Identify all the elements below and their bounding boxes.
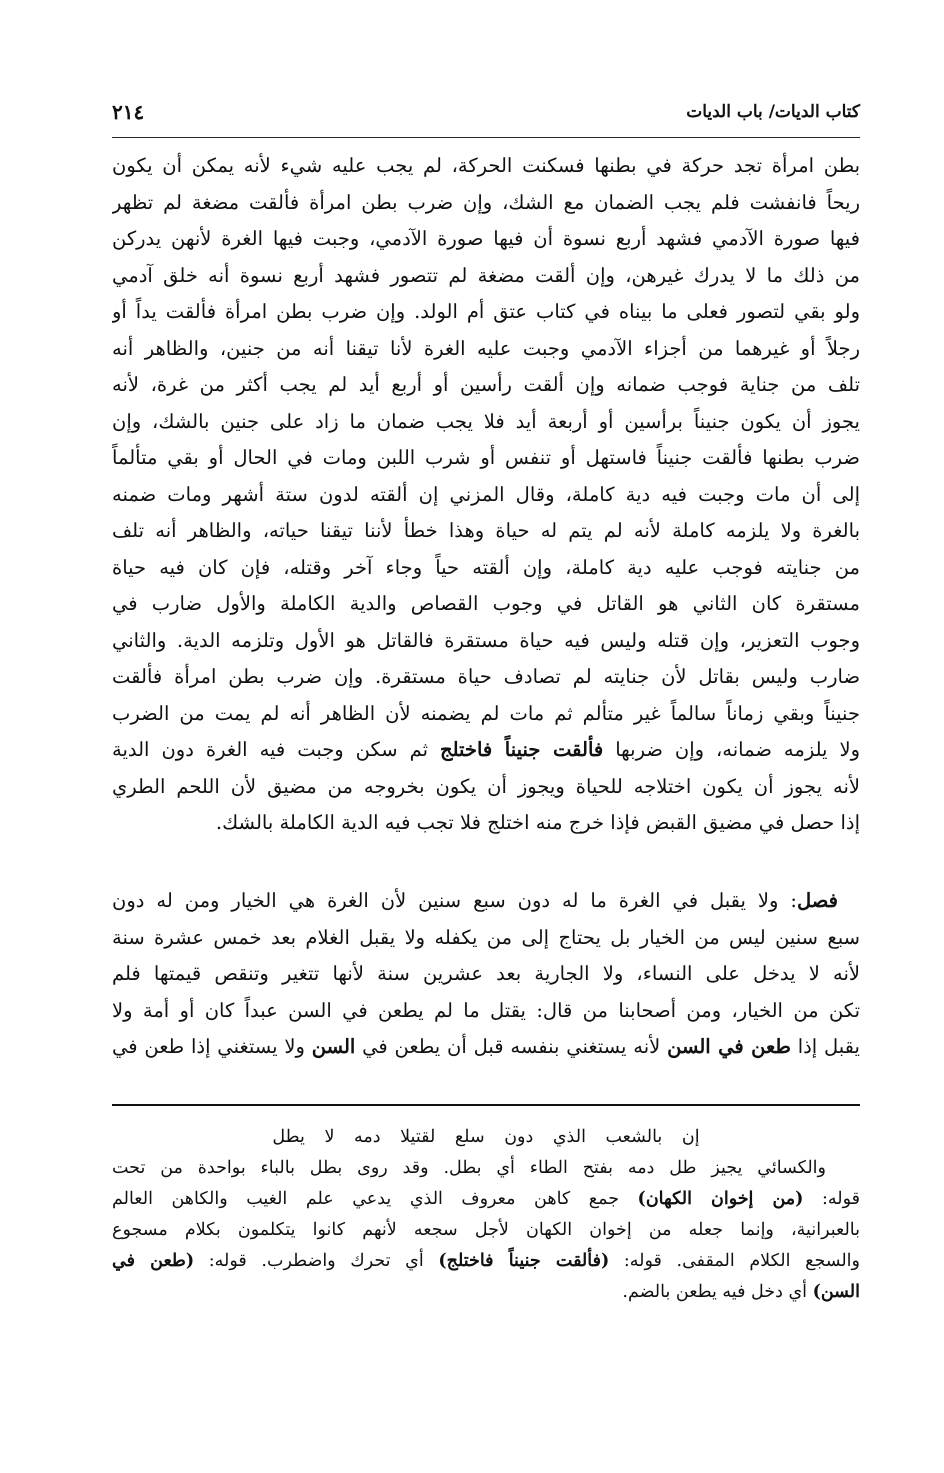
text-line [112, 586, 860, 623]
text-run: ثم سكن وجبت فيه الغرة دون الدية [112, 738, 440, 761]
text-line [112, 623, 860, 660]
text-line [112, 367, 860, 404]
bold-text: فصل [797, 889, 838, 912]
text-line [112, 148, 860, 185]
header-rule [112, 137, 860, 138]
fasl-paragraph [112, 883, 860, 1066]
bold-text: (فألقت جنيناً فاختلج) [438, 1251, 610, 1271]
text-run: يقبل إذا [790, 1035, 860, 1058]
page-header [112, 100, 860, 136]
text-run: ولو بقي لتصور فعلى ما بيناه في كتاب عتق أم الولد. وإن ضرب بطن امرأة فألقت يداً أو [112, 300, 860, 323]
text-line [112, 883, 860, 920]
text-run: ولا يلزمه ضمانه، وإن ضربها [603, 738, 860, 761]
text-run: بطن امرأة تجد حركة في بطنها فسكنت الحركة، لم يجب عليه شيء لأنه يمكن أن يكون [112, 154, 860, 177]
text-line [112, 805, 860, 842]
text-line [112, 696, 860, 733]
text-run: إلى أن مات وجبت فيه دية كاملة، وقال المزني إن ألقته لدون ستة أشهر ومات ضمنه [112, 482, 860, 506]
text-run: مستقرة كان الثاني هو القاتل في وجوب القصاص والدية الكاملة والأول ضارب في [112, 592, 860, 615]
text-line [112, 920, 860, 957]
text-line [112, 1184, 860, 1215]
text-run: تكن من الخيار، ومن أصحابنا من قال: يقتل ما لم يطعن في السن عبداً كان أو أمة ولا [112, 998, 860, 1022]
text-run: لأنه يستغني بنفسه قبل أن يطعن في [355, 1035, 668, 1058]
text-run: أي تحرك واضطرب. قوله: [194, 1251, 439, 1271]
bold-text: طعن في السن [667, 1035, 791, 1058]
text-run: : ولا يقبل في الغرة ما له دون سبع سنين لأن الغرة هي الخيار ومن له دون [112, 889, 797, 912]
text-run: من جنايته فوجب عليه دية كاملة، وإن ألقته حياً وجاء آخر وقتله، فإن كان فيه حياة [112, 555, 860, 579]
text-line [112, 1153, 860, 1184]
text-run: أي دخل فيه يطعن بالضم. [622, 1282, 813, 1302]
footnotes [112, 1122, 860, 1308]
text-run: بالعبرانية، وإنما جعله من إخوان الكهان لأجل سجعه لأنهم كانوا يتكلمون بكلام مسجوع [112, 1220, 860, 1240]
text-line [112, 513, 860, 550]
text-run: بالغرة ولا يلزمه كاملة لأنه لم يتم له حياة وهذا خطأ لأننا تيقنا حياته، والظاهر أنه تلف [112, 519, 860, 542]
text-line [112, 477, 860, 514]
text-run: إذا حصل في مضيق القبض فإذا خرج منه اختلج فلا تجب فيه الدية الكاملة بالشك. [215, 811, 860, 834]
text-line [112, 732, 860, 769]
main-paragraph [112, 148, 860, 842]
text-line [112, 331, 860, 368]
text-line [112, 659, 860, 696]
text-run: فيها صورة الآدمي فشهد أربع نسوة أن فيها صورة الآدمي، وجبت فيها الغرة لأنهن يدركن [112, 227, 860, 250]
text-line [112, 1029, 860, 1066]
bold-text: فألقت جنيناً فاختلج [440, 738, 604, 761]
text-run: تلف من جناية فوجب ضمانه وإن ألقت رأسين أو أربع أيد لم يجب أكثر من غرة، لأنه [112, 373, 860, 396]
text-run: ولا يستغني إذا طعن في [112, 1035, 312, 1058]
text-run: جمع كاهن معروف الذي يدعي علم الغيب والكاهن العالم [112, 1189, 638, 1209]
text-line [112, 185, 860, 222]
text-line [112, 221, 860, 258]
bold-text: (طعن في [112, 1251, 195, 1271]
text-line [112, 769, 860, 806]
text-run: والكسائي يجيز طل دمه بفتح الطاء أي بطل. وقد روى بطل بالباء بواحدة من تحت [112, 1158, 826, 1178]
text-run: ضرب بطنها فألقت جنيناً فاستهل أو تنفس أو شرب اللبن ومات في الحال أو بقي متألماً [112, 446, 860, 469]
text-line [112, 440, 860, 477]
text-run: لأنه يجوز أن يكون اختلاجه للحياة ويجوز أن يكون بخروجه من مضيق لأن اللحم الطري [112, 774, 860, 798]
text-run: قوله: [803, 1189, 860, 1209]
text-run: من ذلك ما لا يدرك غيرهن، وإن ألقت مضغة لم تتصور فشهد أربع نسوة أنه خلق آدمي [112, 263, 860, 287]
text-line [112, 1215, 860, 1246]
text-run: والسجع الكلام المقفى. قوله: [609, 1251, 860, 1271]
footnote-verse: إن بالشعب الذي دون سلع لقتيلا دمه لا يطل [272, 1127, 700, 1147]
bold-text: السن [311, 1035, 356, 1058]
text-run: وجوب التعزير، وإن قتله وليس فيه حياة مستقرة فالقاتل هو الأول وتلزمه الدية. والثاني [112, 628, 860, 652]
text-line [112, 1277, 860, 1308]
text-run: لأنه لا يدخل على النساء، ولا الجارية بعد عشرين سنة لأنها تتغير وتنقص قيمتها فلم [112, 962, 860, 985]
bold-text: السن) [812, 1282, 860, 1302]
text-run: ضارب وليس بقاتل لأن جنايته لم تصادف حياة مستقرة. وإن ضرب بطن امرأة فألقت [112, 665, 860, 688]
text-line [112, 993, 860, 1030]
text-run: رجلاً أو غيرهما من أجزاء الآدمي وجبت عليه الغرة لأنا تيقنا أنه من جنين، والظاهر أنه [112, 336, 860, 360]
text-line [112, 404, 860, 441]
text-run: سبع سنين ليس من الخيار بل يحتاج إلى من يكفله ولا يقبل الغلام بعد خمس عشرة سنة [112, 925, 860, 949]
text-line [112, 956, 860, 993]
text-line [112, 550, 860, 587]
text-run: جنيناً وبقي زماناً سالماً غير متألم ثم مات لم يضمنه لأن الظاهر أنه لم يمت من الضرب [112, 701, 860, 725]
running-title: كتاب الديات/ باب الديات [686, 102, 860, 122]
footnote-rule [112, 1104, 860, 1106]
text-run: ريحاً فانفشت فلم يجب الضمان مع الشك، وإن ضرب بطن امرأة فألقت مضغة لم تظهر [112, 190, 860, 214]
text-line [112, 258, 860, 295]
text-line [112, 294, 860, 331]
text-line [112, 1246, 860, 1277]
bold-text: (من إخوان الكهان) [637, 1189, 804, 1209]
page-number: ٢١٤ [112, 100, 145, 124]
text-run: يجوز أن يكون جنيناً برأسين أو أربعة أيد فلا يجب ضمان ما زاد على جنين بالشك، وإن [112, 409, 860, 433]
